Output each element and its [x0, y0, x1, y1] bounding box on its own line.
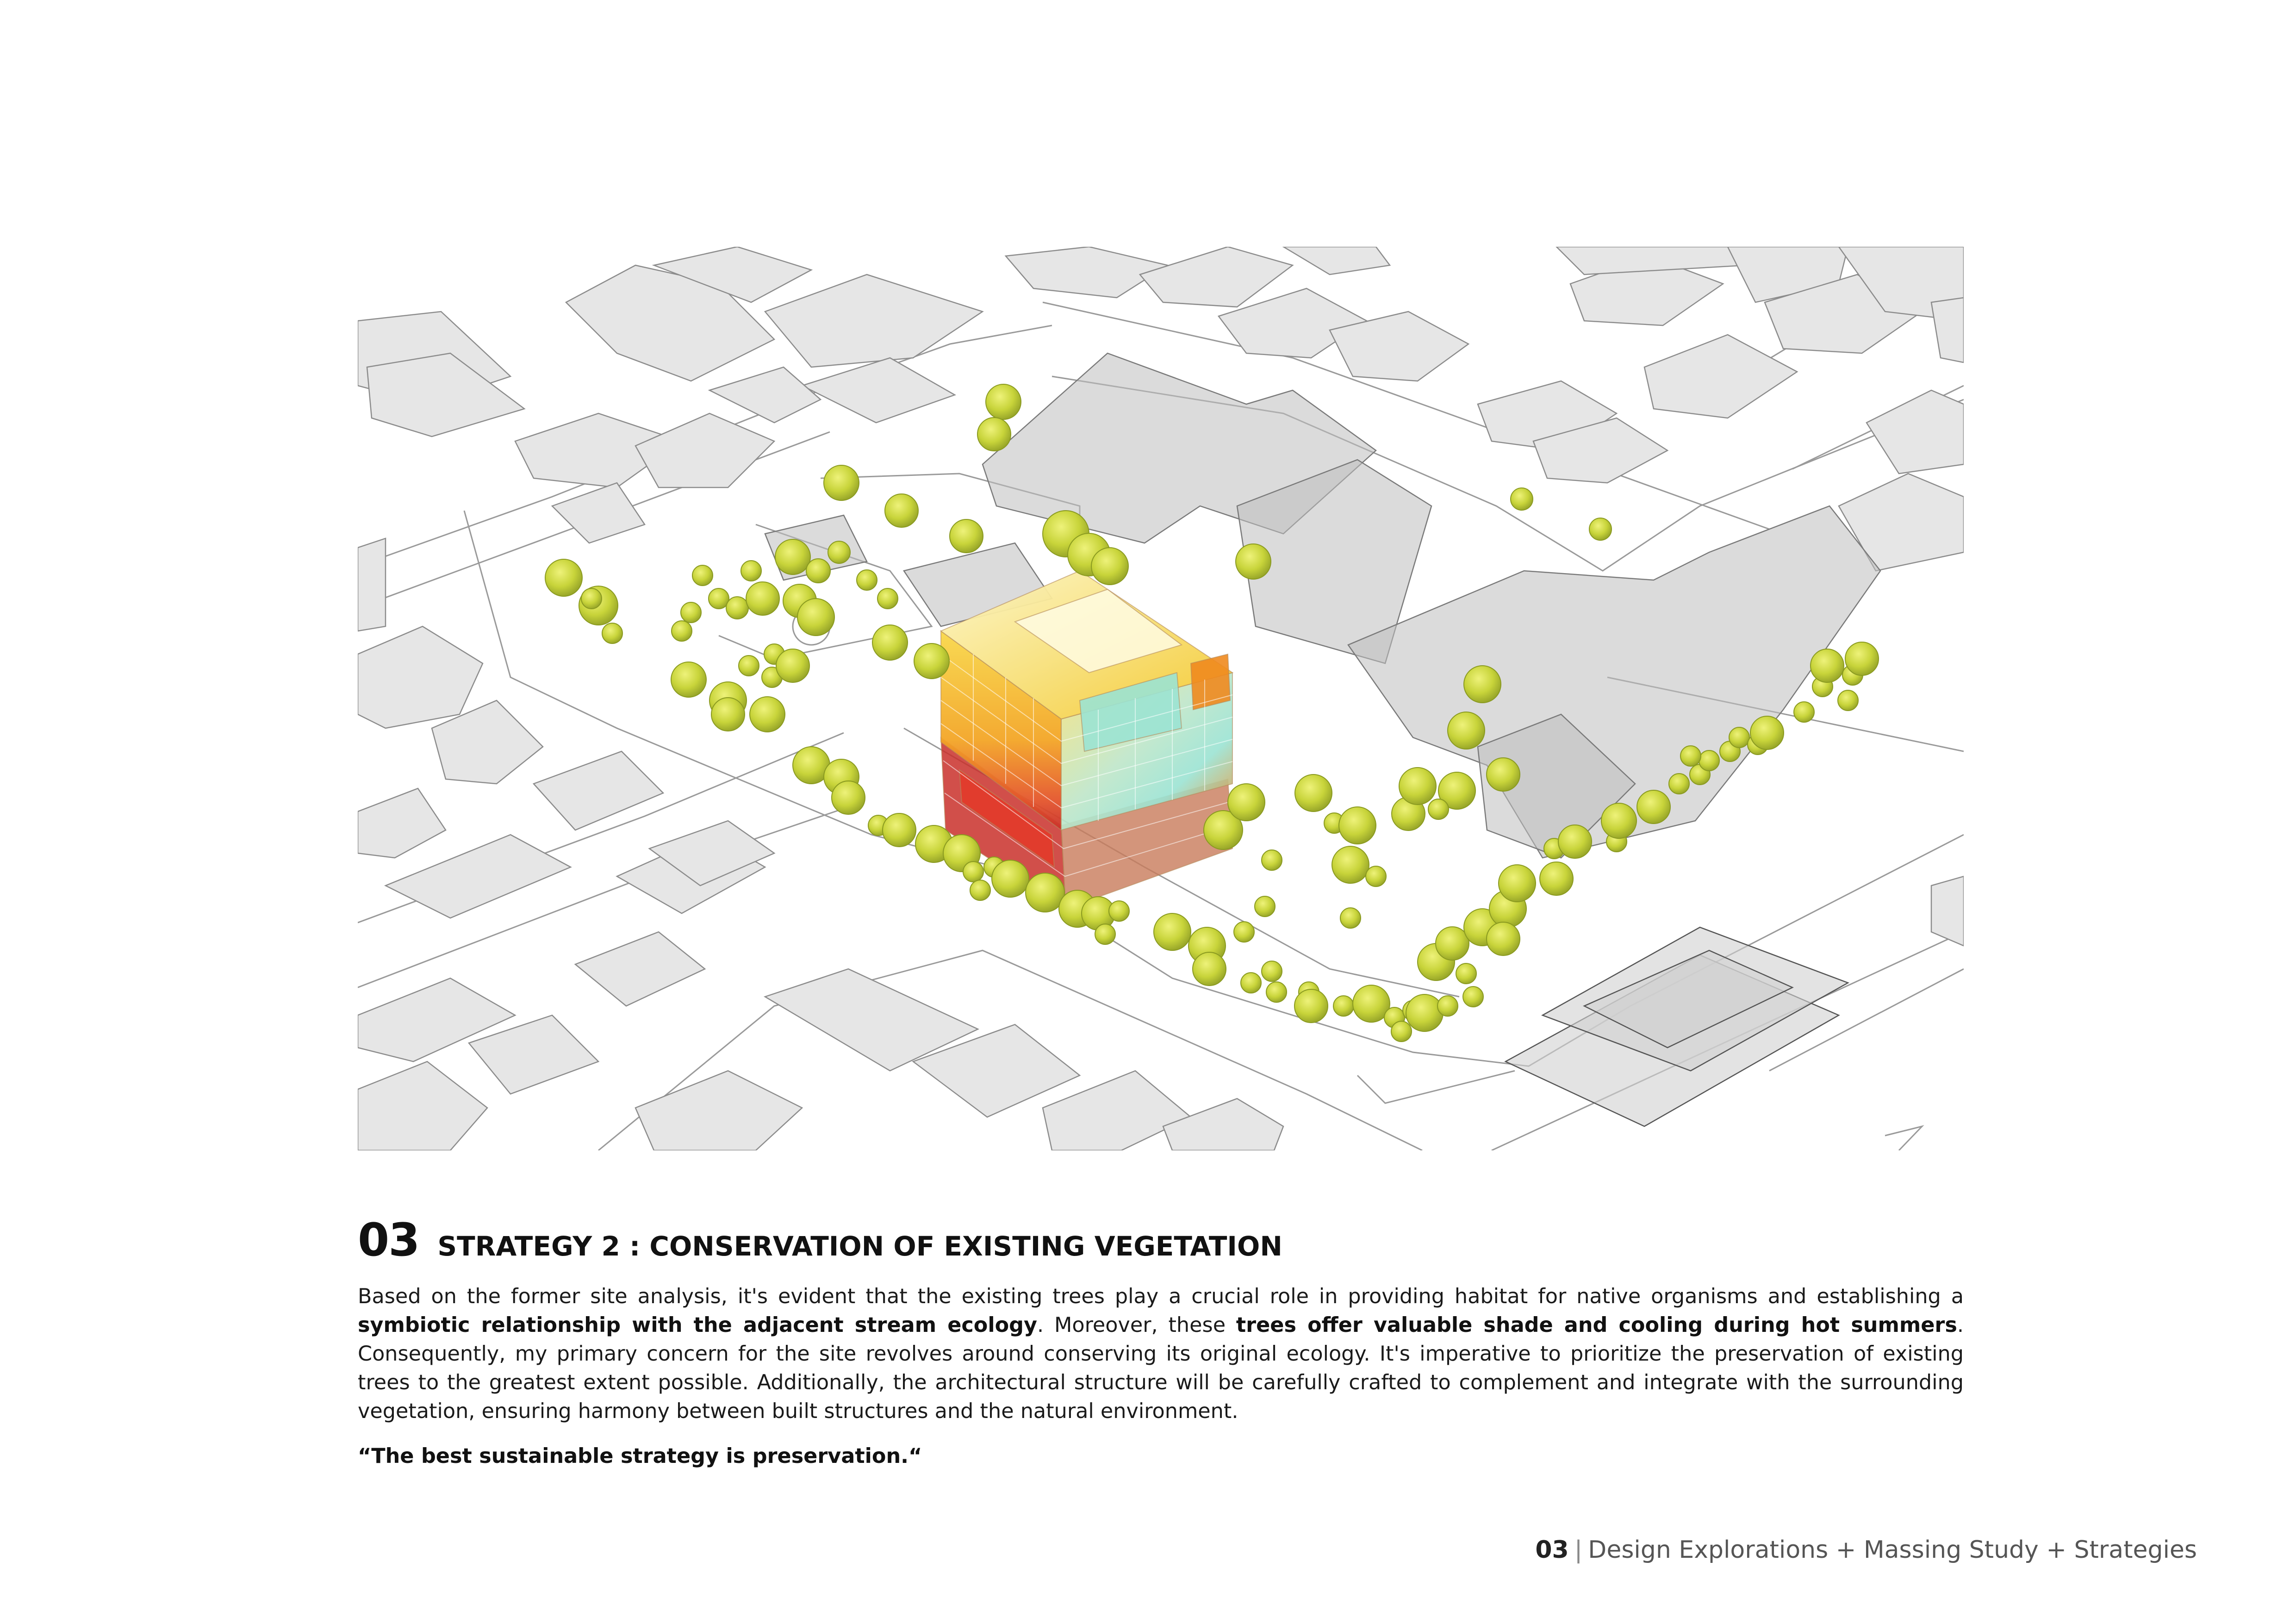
footer-separator: | — [1574, 1536, 1583, 1564]
body-text-part-3: . Consequently, my primary concern for the site revolves around conserving its original ecology. It's imperative to prioritize the preservation of existing trees to the greatest extent possible. Additionally, the architectural structure will be carefully crafted to complement and integrate with the surrounding vegetation, ensuring harmony between built structures and the natural environment. — [358, 1313, 1964, 1423]
massing-diagram-svg — [358, 247, 1964, 1150]
body-paragraph — [358, 1282, 1964, 1426]
proposed-massing — [941, 571, 1232, 909]
canopy-structure — [1506, 927, 1848, 1126]
body-bold-shade-cooling: trees offer valuable shade and cooling during hot summers — [1236, 1313, 1957, 1337]
page-footer — [1535, 1536, 2197, 1564]
body-text-part-1: Based on the former site analysis, it's evident that the existing trees play a crucial role in providing habitat for native organisms and establishing a — [358, 1285, 1964, 1308]
footer-chapter-number: 03 — [1535, 1536, 1569, 1564]
site-massing-diagram — [358, 247, 1964, 1150]
preservation-quote: “The best sustainable strategy is preservation.“ — [358, 1444, 922, 1468]
section-title: STRATEGY 2 : CONSERVATION OF EXISTING VEGETATION — [437, 1230, 1282, 1262]
footer-chapter-title: Design Explorations + Massing Study + Strategies — [1588, 1536, 2197, 1564]
body-text-part-2: . Moreover, these — [1037, 1313, 1236, 1337]
section-number: 03 — [358, 1214, 419, 1267]
body-bold-stream-ecology: symbiotic relationship with the adjacent stream ecology — [358, 1313, 1038, 1337]
section-heading — [358, 1214, 1282, 1269]
